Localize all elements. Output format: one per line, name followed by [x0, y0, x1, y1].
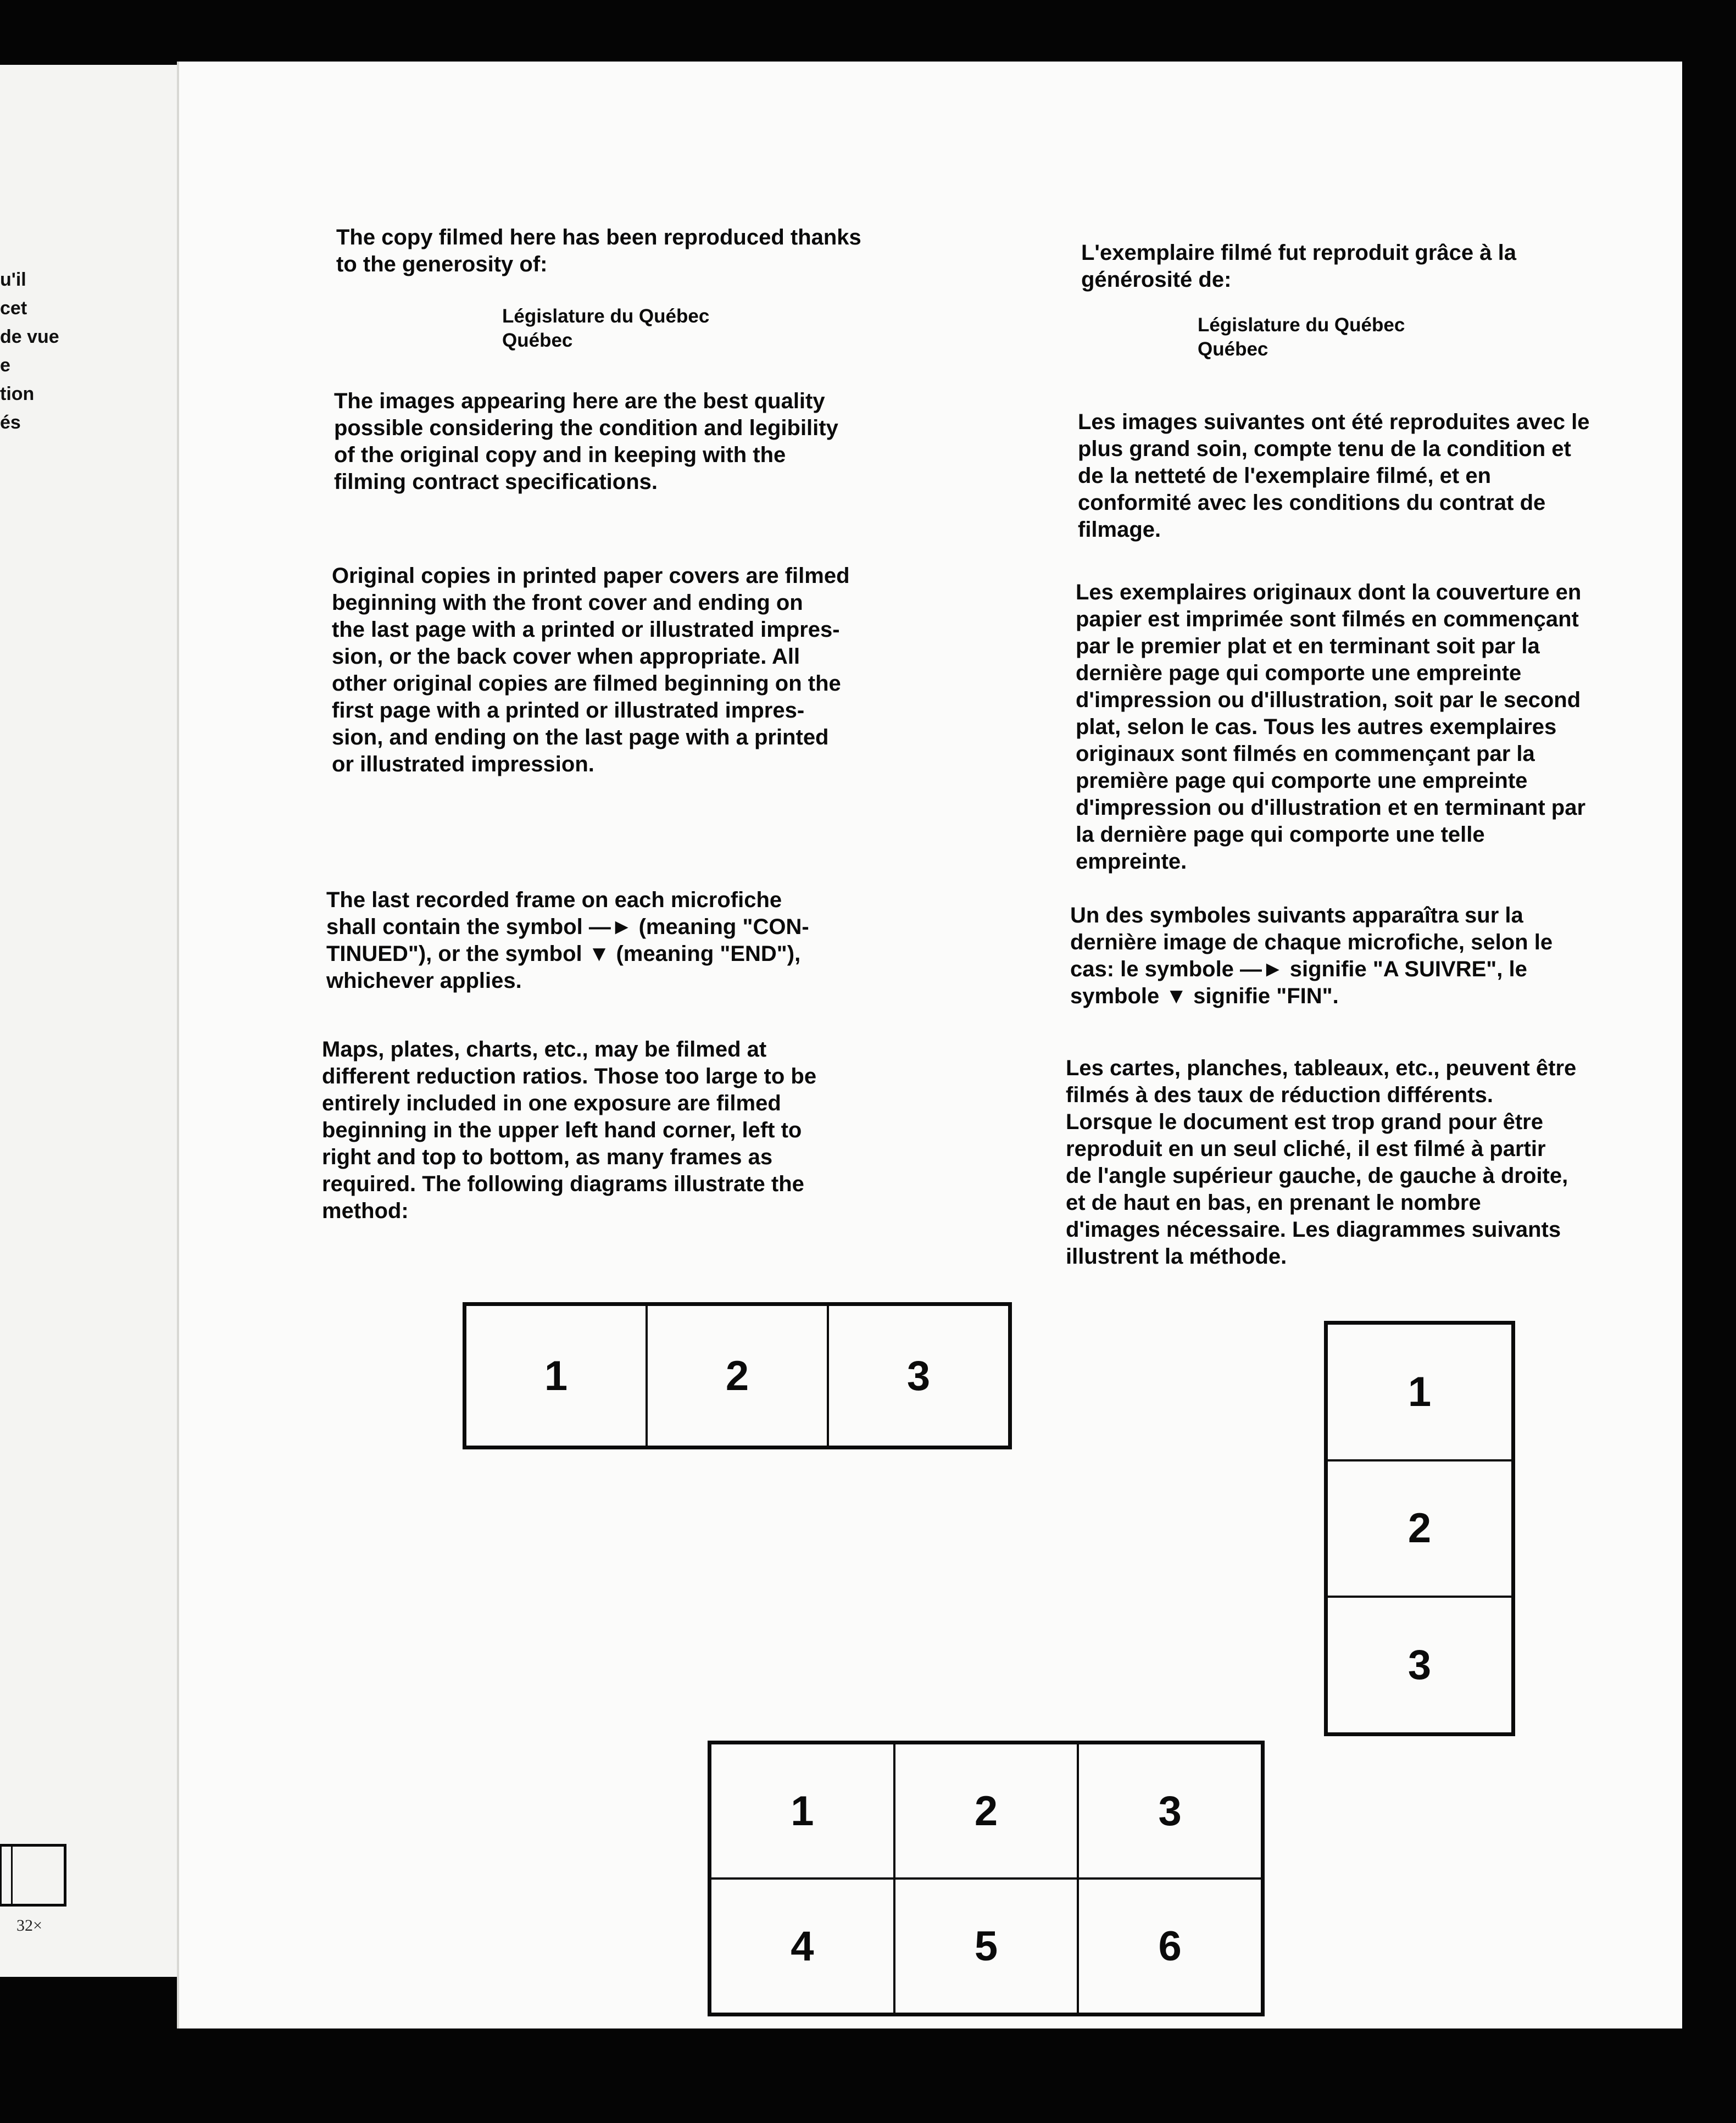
left-text-fragment: de vue [0, 326, 59, 347]
frame-cell: 3 [1327, 1597, 1512, 1733]
frame-cell: 6 [1078, 1879, 1262, 2014]
frame-cell: 5 [894, 1879, 1078, 2014]
english-intro: The copy filmed here has been reproduced thanks to the generosity of: [336, 225, 861, 276]
frame-cell: 3 [1078, 1743, 1262, 1879]
diagram-row [463, 1302, 1012, 1449]
french-quality-paragraph: Les images suivantes ont été reproduites avec le plus grand soin, compte tenu de la condition et de la netteté de l'exemplaire filmé, et en conformité avec les conditions du contrat de filmage. [1078, 410, 1590, 542]
frame-cell: 1 [1327, 1324, 1512, 1460]
english-institution: Législature du Québec Québec [502, 305, 710, 351]
french-symbols-paragraph: Un des symboles suivants apparaîtra sur la dernière image de chaque microfiche, selon le cas: le symbole —► signifie "A SUIVRE", le symbole ▼ signifie "FIN". [1070, 903, 1553, 1008]
english-symbols-paragraph: The last recorded frame on each microfiche shall contain the symbol —► (meaning "CON- TINUED"), or the symbol ▼ (meaning "END"), whichever applies. [326, 888, 809, 993]
left-text-fragment: tion [0, 384, 35, 404]
left-text-fragment: u'il [0, 269, 26, 290]
reduction-label: 32× [16, 1916, 42, 1935]
french-covers-paragraph: Les exemplaires originaux dont la couverture en papier est imprimée sont filmés en commençant par le premier plat et en terminant soit par la dernière page qui comporte une empreinte d'impression ou d'illustration, soit par le second plat, selon le cas. Tous les autres exemplaires originaux sont filmés en commençant par la première page qui comporte une empreinte d'impression ou d'illustration et en terminant par la dernière page qui comporte une telle empreinte. [1076, 580, 1586, 874]
frame-cell: 2 [1327, 1460, 1512, 1597]
diagram-column [1324, 1321, 1515, 1736]
french-maps-paragraph: Les cartes, planches, tableaux, etc., peuvent être filmés à des taux de réduction différents. Lorsque le document est trop grand pour être reproduit en un seul cliché, il est filmé à partir de l'angle supérieur gauche, de gauche à droite, et de haut en bas, en prenant le nombre d'images nécessaire. Les diagrammes suivants illustrent la méthode. [1066, 1056, 1577, 1269]
left-text-fragment: e [0, 355, 10, 376]
french-institution: Législature du Québec Québec [1198, 314, 1405, 360]
left-diagram-fragment [0, 1844, 66, 1907]
english-covers-paragraph: Original copies in printed paper covers are filmed beginning with the front cover and ending on the last page with a printed or illustrated impres- sion, or the back cover when appropriate. All other original copies are filmed beginning on the first page with a printed or illustrated impres- sion, and ending on the last page with a printed or illustrated impression. [332, 564, 850, 776]
frame-cell: 3 [828, 1305, 1009, 1447]
frame-cell: 1 [710, 1743, 894, 1879]
frame-cell: 2 [647, 1305, 828, 1447]
diagram-grid [708, 1741, 1265, 2016]
english-quality-paragraph: The images appearing here are the best quality possible considering the condition and legibility of the original copy and in keeping with the filming contract specifications. [334, 389, 838, 494]
frame-cell: 4 [710, 1879, 894, 2014]
left-text-fragment: és [0, 412, 21, 433]
english-maps-paragraph: Maps, plates, charts, etc., may be filmed at different reduction ratios. Those too large to be entirely included in one exposure are filmed beginning in the upper left hand corner, left to right and top to bottom, as many frames as required. The following diagrams illustrate the method: [322, 1037, 817, 1223]
frame-cell: 2 [894, 1743, 1078, 1879]
left-page-fragment [0, 65, 202, 1977]
frame-cell: 1 [465, 1305, 647, 1447]
french-intro: L'exemplaire filmé fut reproduit grâce à la générosité de: [1081, 241, 1516, 292]
left-text-fragment: cet [0, 298, 27, 319]
